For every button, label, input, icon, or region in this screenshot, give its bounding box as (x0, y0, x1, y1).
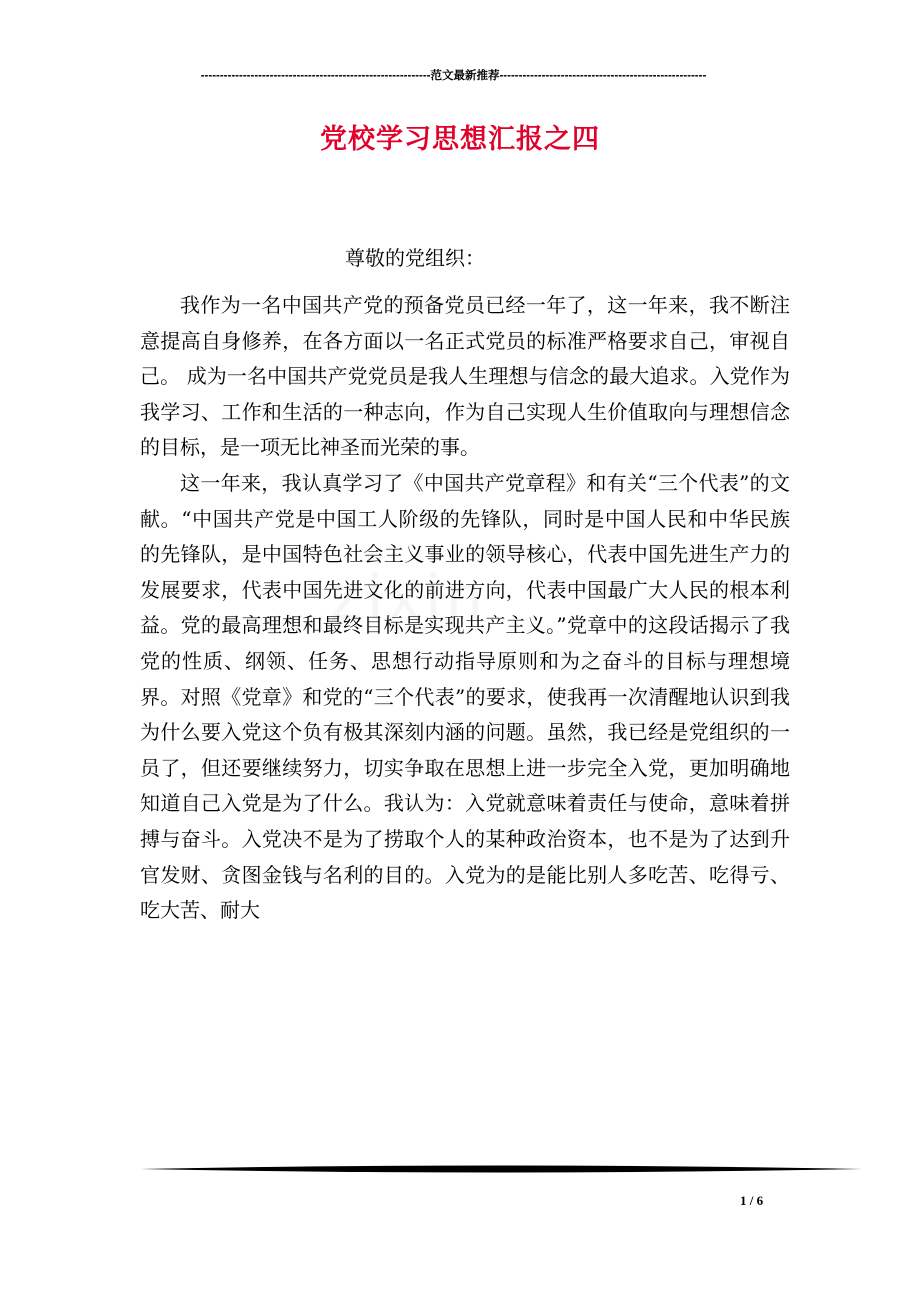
footer-divider (140, 1163, 862, 1175)
salutation: 尊敬的党组织： (345, 246, 485, 270)
paragraph-2: 这一年来，我认真学习了《中国共产党章程》和有关“三个代表”的文献。“中国共产党是中国工人阶级的先锋队，同时是中国人民和中华民族的先锋队，是中国特色社会主义事业的领导核心，代表中国先进生产力的发展要求，代表中国先进文化的前进方向，代表中国最广大人民的根本利益。党的最高理想和最终目标是实现共产主义。”党章中的这段话揭示了我党的性质、纲领、任务、思想行动指导原则和为之奋斗的目标与理想境界。对照《党章》和党的“三个代表”的要求，使我再一次清醒地认识到我为什么要入党这个负有极其深刻内涵的问题。虽然，我已经是党组织的一员了，但还要继续努力，切实争取在思想上进一步完全入党，更加明确地知道自己入党是为了什么。我认为：入党就意味着责任与使命，意味着拼搏与奋斗。入党决不是为了捞取个人的某种政治资本，也不是为了达到升官发财、贪图金钱与名利的目的。入党为的是能比别人多吃苦、吃得亏、吃大苦、耐大 (140, 470, 790, 923)
page-number: 1 / 6 (740, 1193, 764, 1208)
paragraph-1: 我作为一名中国共产党的预备党员已经一年了，这一年来，我不断注意提高自身修养，在各方面以一名正式党员的标准严格要求自己，审视自己。 成为一名中国共产党党员是我人生理想与信念的最大追求。入党作为我学习、工作和生活的一种志向，作为自己实现人生价值取向与理想信念的目标，是一项无比神圣而光荣的事。 (140, 293, 790, 460)
document-body (140, 288, 790, 929)
page-header-banner: ------------------------------------------------------------范文最新推荐------------------------------------------------------ (200, 70, 707, 82)
document-title: 党校学习思想汇报之四 (320, 124, 600, 155)
